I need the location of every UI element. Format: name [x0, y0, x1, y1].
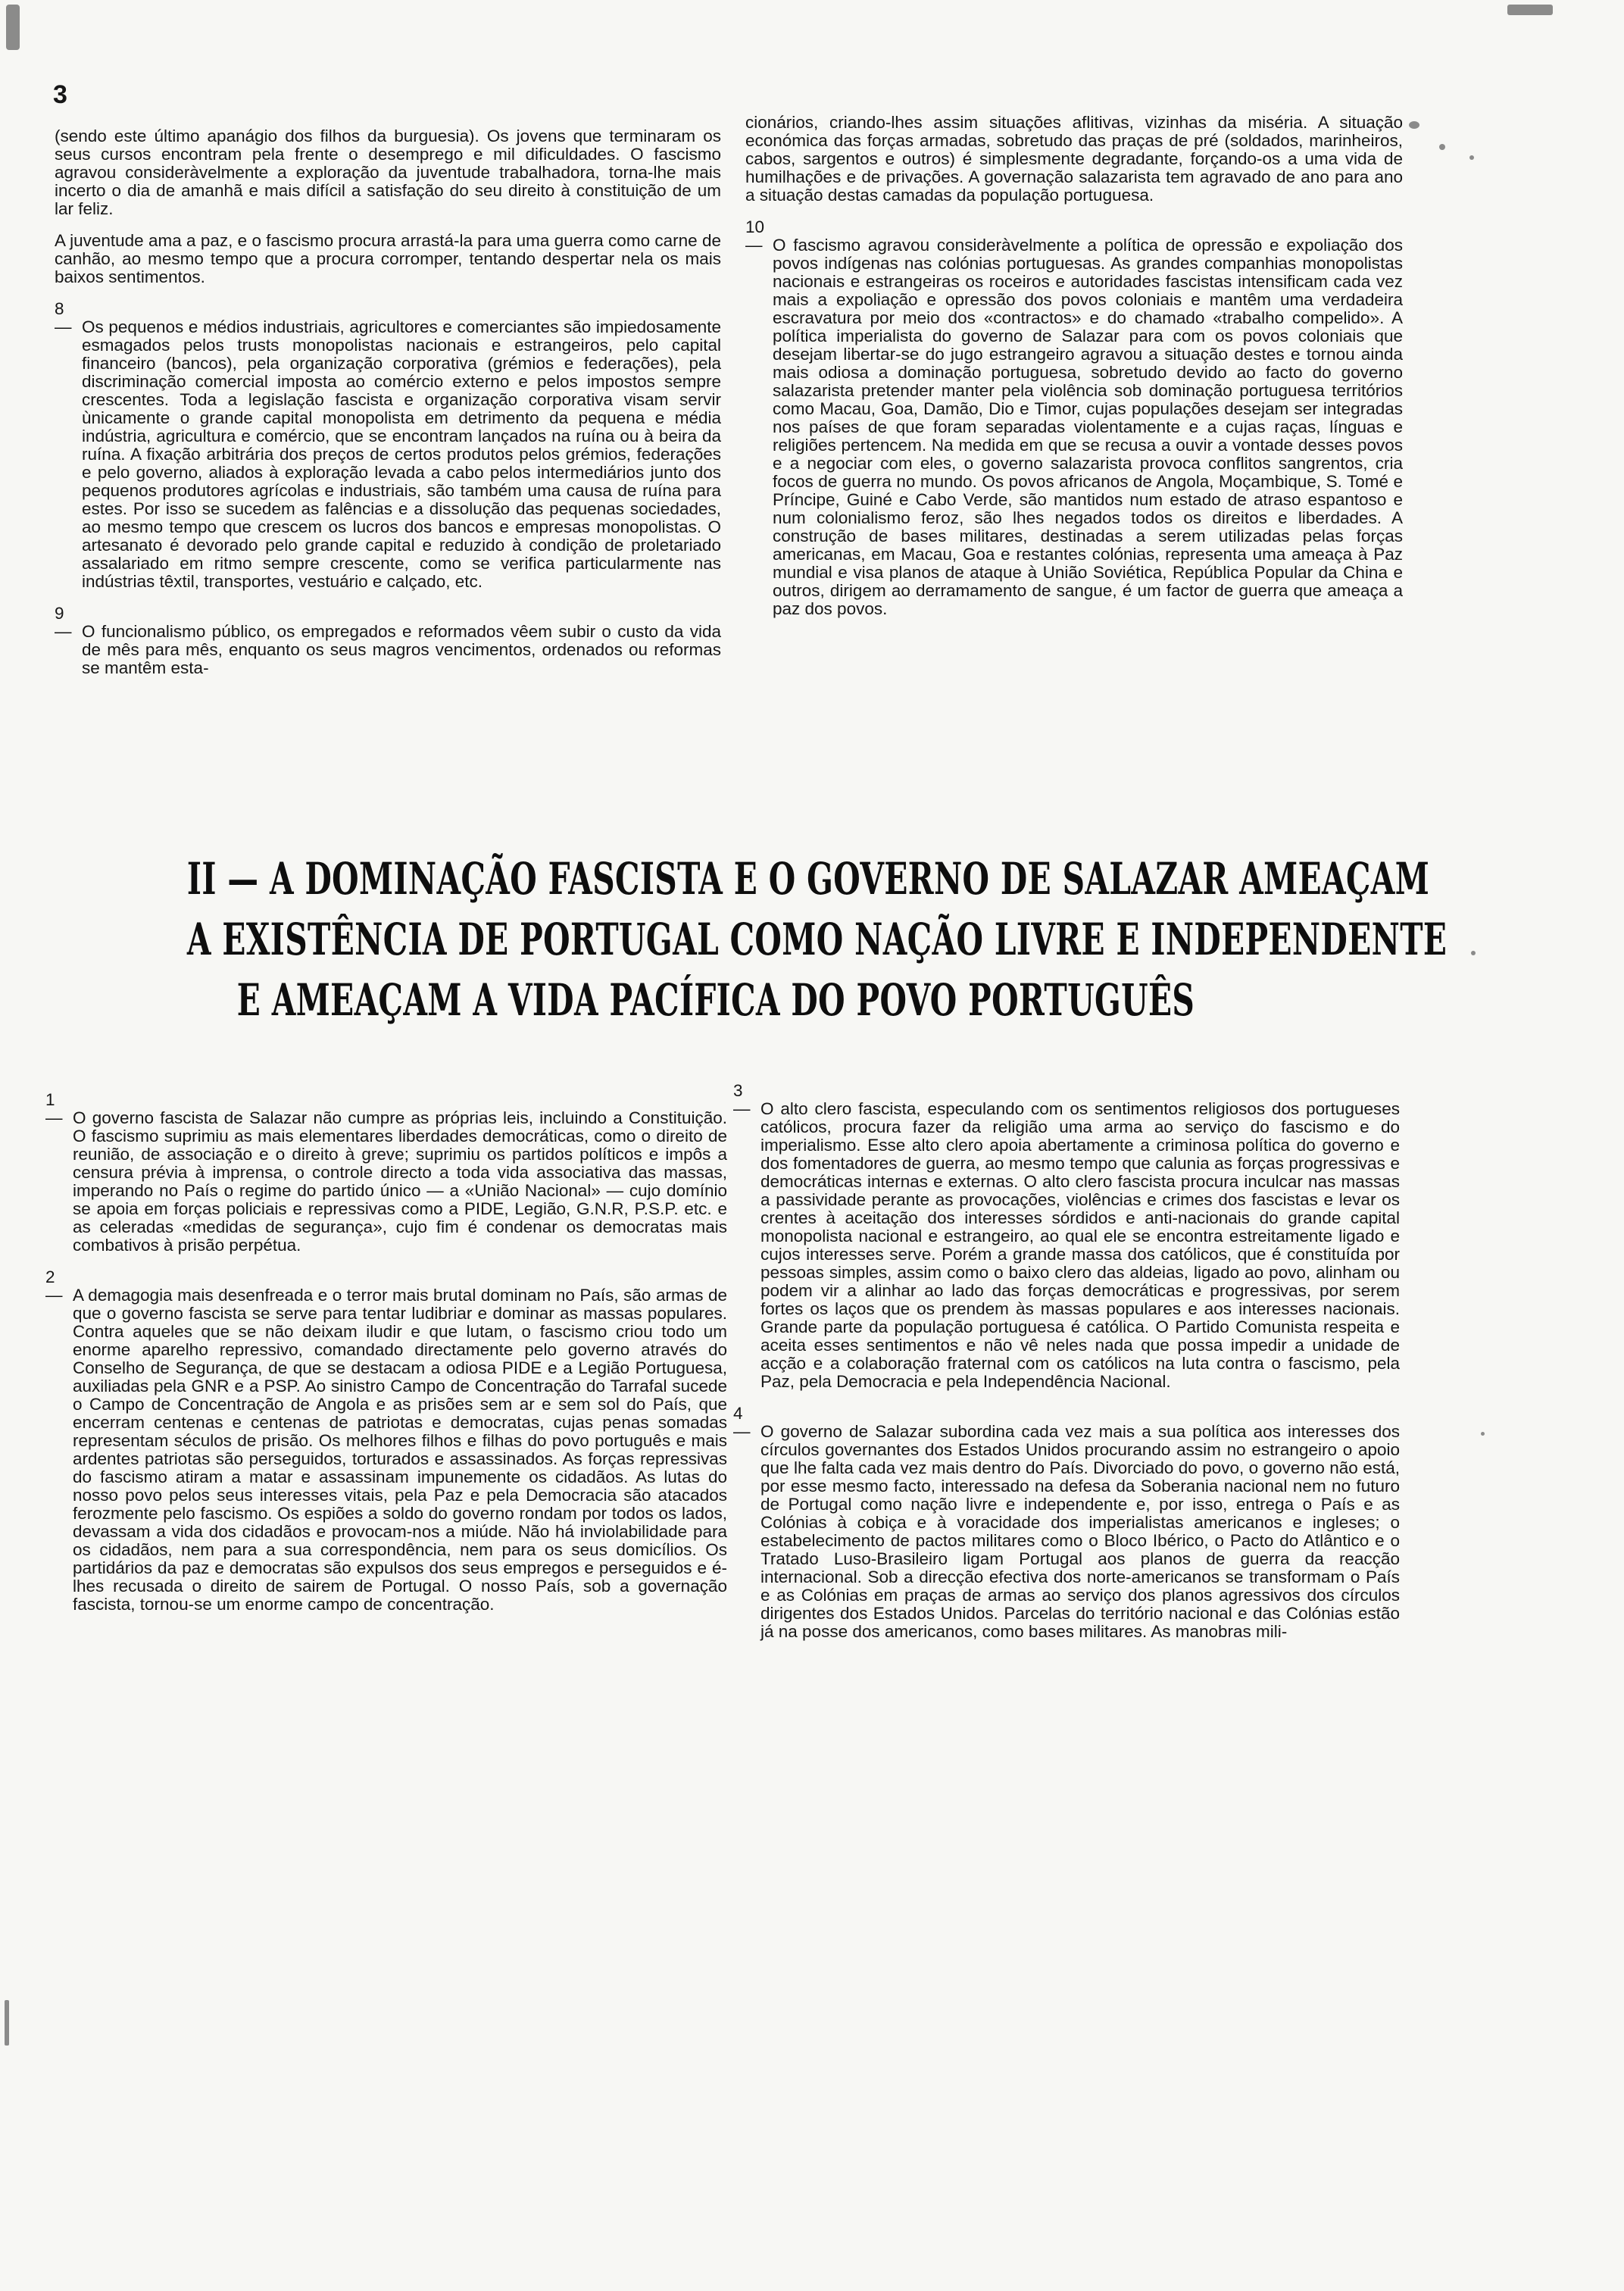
item-number: 4 — — [733, 1404, 751, 1441]
item-text: Os pequenos e médios industriais, agricultores e comerciantes são impiedosamente esmagados pelos trusts monopolistas nacionais e estrangeiros, pelo capital financeiro (bancos), pela organização corporativa (grémios e federações), pela discriminação comercial imposta ao comércio externo e pelos impostos sempre crescentes. Toda a legislação fascista e organização corporativa visam servir ùnicamente o grande capital monopolista em detrimento da pequena e média indústria, agricultura e comércio, que se encontram lançados na ruína ou à beira da ruína. A fixação arbitrária dos preços de certos produtos pelos grémios, federações e pelo governo, aliados à exploração levada a cabo pelos intermediários junto dos pequenos produtores agrícolas e industriais, são também uma causa de ruína para estes. Por isso se sucedem as falências e a dissolução das pequenas sociedades, ao mesmo tempo que crescem os lucros dos bancos e empresas monopolistas. O artesanato é devorado pelo grande capital e reduzido à condição de proletariado assalariado em ritmo sempre crescente, como se verifica particularmente nas indústrias têxtil, transportes, vestuário e calçado, etc. — [82, 317, 721, 591]
list-item-2 — [45, 1268, 727, 1614]
item-text: A demagogia mais desenfreada e o terror mais brutal dominam no País, são armas de que o governo fascista se serve para tentar ludibriar e dominar as massas populares. Contra aqueles que se não deixam iludir e que lutam, o fascismo criou todo um enorme aparelho repressivo, comandado directamente pelo governo através do Conselho de Segurança, de que se destacam a odiosa PIDE e a Legião Portuguesa, auxiliadas pela GNR e a PSP. Ao sinistro Campo de Concentração do Tarrafal sucede o Campo de Concentração de Angola e as prisões sem ar e sem sol do País, que encerram centenas e centenas de patriotas e democratas, cujas penas somadas representam séculos de prisão. Os melhores filhos e filhas do povo português e mais ardentes patriotas são perseguidos, torturados e assassinados. As forças repressivas do fascismo atiram a matar e assassinam impunemente os cidadãos. As lutas do nosso povo pelos seus interesses vitais, pela Paz e pela Democracia são atacados ferozmente pelo fascismo. Os espiões a soldo do governo rondam por todos os lados, devassam a vida dos cidadãos e provocam-nos a miúde. Não há inviolabilidade para os cidadãos, nem para a sua correspondência, nem para os seus domicílios. Os partidários da paz e democratas são expulsos dos seus empregos e perseguidos e é-lhes recusada o direito de sairem de Portugal. O nosso País, sob a governação fascista, tornou-se um enorme campo de concentração. — [73, 1286, 727, 1614]
scan-speck — [1471, 951, 1476, 955]
youth-paragraph: A juventude ama a paz, e o fascismo procura arrastá-la para uma guerra como carne de canhão, ao mesmo tempo que a procura corromper, tentando despertar nela os mais baixos sentimentos. — [55, 231, 721, 286]
list-item-9 — [55, 605, 721, 677]
scan-speck — [6, 5, 20, 50]
headline-line-3: E AMEAÇAM A VIDA PACÍFICA DO POVO PORTUGUÊS — [236, 974, 1195, 1026]
bottom-right-column — [733, 1082, 1400, 1655]
item-number: 8 — — [55, 299, 72, 336]
list-item-3 — [733, 1082, 1400, 1391]
headline-line-2: A EXISTÊNCIA DE PORTUGAL COMO NAÇÃO LIVRE E INDEPENDENTE — [186, 914, 1448, 965]
item-text: O governo fascista de Salazar não cumpre as próprias leis, incluindo a Constituição. O fascismo suprimiu as mais elementares liberdades democráticas, como o direito de reunião, de associação e o direito à greve; suprimiu os partidos políticos e impôs a censura prévia à imprensa, o controle directo a toda vida associativa das massas, imperando no País o regime do partido único — a «União Nacional» — cujo domínio se apoia em forças policiais e repressivas como a PIDE, Legião, G.N.R, P.S.P. etc. e as celeradas «medidas de segurança», cujo fim é condenar os democratas mais combativos à prisão perpétua. — [73, 1108, 727, 1255]
scan-speck — [1507, 5, 1553, 15]
intro-paragraph: (sendo este último apanágio dos filhos da burguesia). Os jovens que terminaram os seus cursos encontram pela frente o desemprego e mil dificuldades. O fascismo agravou consideràvelmente a exploração da juventude trabalhadora, torna-lhe mais incerto o dia de amanhã e mais difícil a satisfação do seu direito à constituição de um lar feliz. — [55, 127, 721, 218]
scan-speck — [1439, 144, 1445, 150]
item-text: O alto clero fascista, especulando com os sentimentos religiosos dos portugueses católicos, procura fazer da religião uma arma ao serviço do fascismo e do imperialismo. Esse alto clero apoia abertamente a criminosa política do governo e dos fomentadores de guerra, ao mesmo tempo que calunia as forças progressivas e democráticas internas e externas. O alto clero fascista procura inculcar nas massas a passividade perante as provocações, violências e crimes dos fascistas e levar os crentes à aceitação dos interesses sórdidos e anti-nacionais do grande capital monopolista nacional e estrangeiro, ao qual ele se encontra estreitamente ligado e cujos interesses serve. Porém a grande massa dos católicos, que é constituída por pessoas simples, assim como o baixo clero das aldeias, ligado ao povo, alinham ou podem vir a alinhar ao lado das forças democráticas e progressivas, por serem fortes os laços que os prendem às massas populares e aos interesses nacionais. Grande parte da população portuguesa é católica. O Partido Comunista respeita e aceita esses sentimentos e não vê neles nada que possa impedir a unidade de acção e a colaboração fraternal com os católicos na luta contra o fascismo, pela Paz, pela Democracia e pela Independência Nacional. — [760, 1099, 1400, 1391]
item-text: O fascismo agravou consideràvelmente a política de opressão e expoliação dos povos indígenas nas colónias portuguesas. As grandes companhias monopolistas nacionais e estrangeiras os roceiros e autoridades fascistas intensificam cada vez mais a expoliação e opressão dos povos coloniais e mantêm uma verdadeira escravatura por meio dos «contractos» e do chamado «trabalho compelido». A política imperialista do governo de Salazar para com os povos coloniais que desejam libertar-se do jugo estrangeiro agravou a situação destes e tornou ainda mais odiosa a dominação portuguesa, sobretudo devido ao facto do governo salazarista pretender manter pela violência sob dominação portuguesa territórios como Macau, Goa, Damão, Dio e Timor, cujas populações desejam ser integradas nos países de que foram separadas violentamente e a cujas raças, línguas e religiões pertencem. Na medida em que se recusa a ouvir a vontade desses povos e a negociar com eles, o governo salazarista provoca conflitos sangrentos, cria focos de guerra no mundo. Os povos africanos de Angola, Moçambique, S. Tomé e Príncipe, Guiné e Cabo Verde, são mantidos num estado de atraso espantoso e num colonialismo feroz, são lhes negados todos os direitos e liberdades. A construção de bases militares, destinadas a serem utilizadas pelas forças americanas, em Macau, Goa e restantes colónias, representa uma ameaça à Paz mundial e visa planos de ataque à União Soviética, República Popular da China e outros, dirigem ao derramamento de sangue, é um factor de guerra que ameaça a paz dos povos. — [773, 236, 1403, 618]
top-right-column — [745, 114, 1403, 632]
item-text: O funcionalismo público, os empregados e reformados vêem subir o custo da vida de mês para mês, enquanto os seus magros vencimentos, ordenados ou reformas se mantêm esta- — [82, 622, 721, 677]
bottom-left-column — [45, 1091, 727, 1627]
item-number: 9 — — [55, 604, 72, 641]
list-item-8 — [55, 300, 721, 591]
item-number: 3 — — [733, 1081, 751, 1118]
page-number: 3 — [53, 80, 67, 109]
item-number: 10 — — [745, 217, 765, 255]
top-left-column — [55, 127, 721, 691]
list-item-1 — [45, 1091, 727, 1255]
item-number: 2 — — [45, 1267, 63, 1305]
list-item-10 — [745, 218, 1403, 618]
headline-line-1: II — A DOMINAÇÃO FASCISTA E O GOVERNO DE SALAZAR AMEAÇAM — [186, 853, 1430, 905]
section-headline — [38, 849, 1448, 1030]
scan-speck — [1481, 1432, 1485, 1436]
scan-speck — [5, 2000, 9, 2046]
list-item-4 — [733, 1405, 1400, 1641]
item-number: 1 — — [45, 1090, 63, 1127]
continuation-paragraph: cionários, criando-lhes assim situações aflitivas, vizinhas da miséria. A situação económica das forças armadas, sobretudo das praças de pré (soldados, marinheiros, cabos, sargentos e outros) é simplesmente degradante, forçando-os a uma vida de humilhações e de privações. A governação salazarista tem agravado de ano para ano a situação destas camadas da população portuguesa. — [745, 113, 1403, 205]
item-text: O governo de Salazar subordina cada vez mais a sua política aos interesses dos círculos governantes dos Estados Unidos procurando assim no estrangeiro o apoio que lhe falta cada vez mais dentro do País. Divorciado do povo, o governo não está, por esse mesmo facto, interessado na defesa da Soberania nacional nem no futuro de Portugal como nação livre e independente e, por isso, entrega o País e as Colónias à cobiça e à voracidade dos imperialistas americanos e ingleses; o estabelecimento de pactos militares como o Bloco Ibérico, o Pacto do Atlântico e o Tratado Luso-Brasileiro ligam Portugal aos planos de guerra da reacção internacional. Sob a direcção efectiva dos norte-americanos se transformam o País e as Colónias em praças de armas ao serviço dos planos agressivos dos círculos dirigentes dos Estados Unidos. Parcelas do território nacional e das Colónias estão já na posse dos americanos, como bases militares. As manobras mili- — [760, 1422, 1400, 1641]
scan-speck — [1409, 121, 1419, 129]
scan-speck — [1469, 155, 1474, 160]
